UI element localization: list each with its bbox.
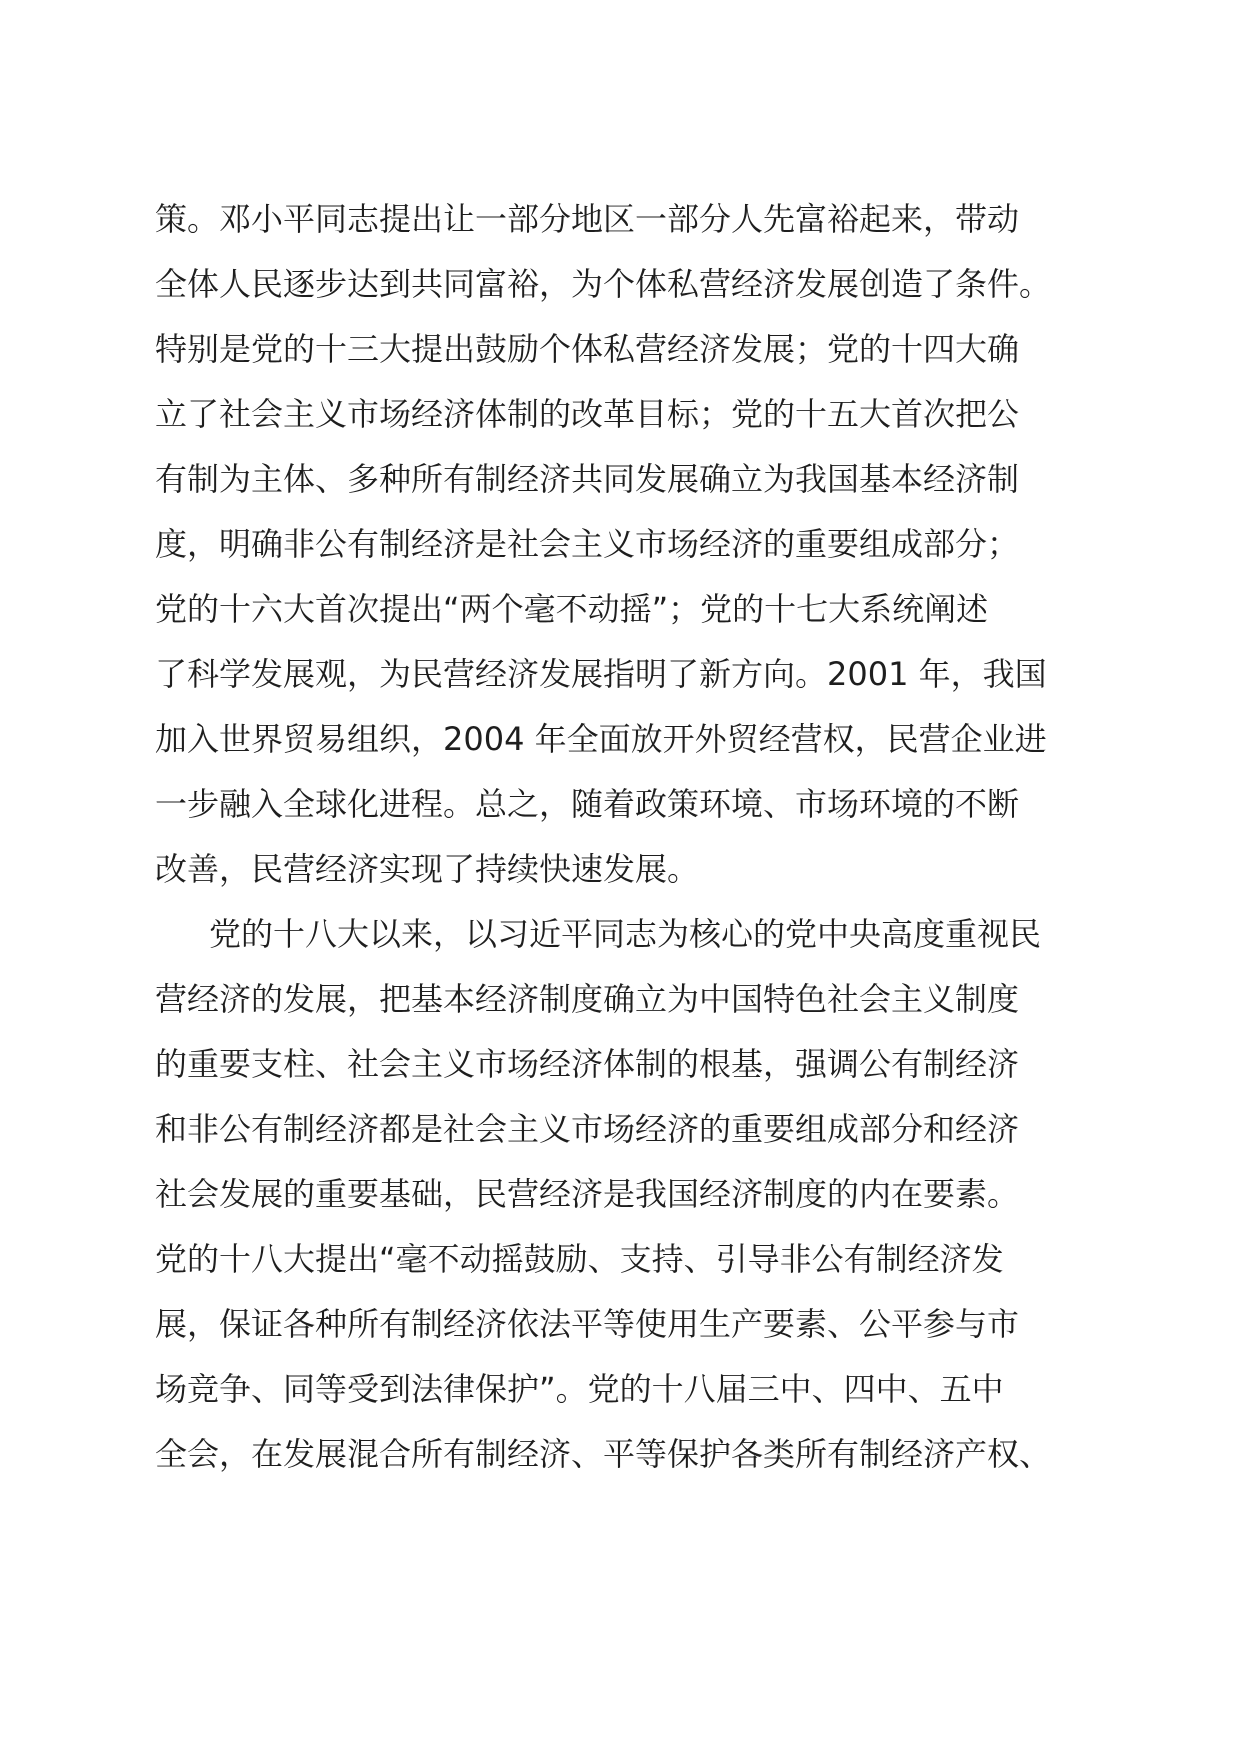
paragraph-line: 营经济的发展，把基本经济制度确立为中国特色社会主义制度 <box>155 980 1020 1018</box>
paragraph-line: 了科学发展观，为民营经济发展指明了新方向。2001 年，我国 <box>155 655 1047 693</box>
paragraph-line: 场竞争、同等受到法律保护”。党的十八届三中、四中、五中 <box>155 1370 1004 1408</box>
paragraph-line: 和非公有制经济都是社会主义市场经济的重要组成部分和经济 <box>155 1110 1020 1148</box>
paragraph-line: 有制为主体、多种所有制经济共同发展确立为我国基本经济制 <box>155 460 1020 498</box>
paragraph-line: 社会发展的重要基础，民营经济是我国经济制度的内在要素。 <box>155 1175 1020 1213</box>
paragraph-line: 立了社会主义市场经济体制的改革目标；党的十五大首次把公 <box>155 395 1020 433</box>
paragraph-line: 党的十八大以来，以习近平同志为核心的党中央高度重视民 <box>209 915 1042 953</box>
paragraph-line: 展，保证各种所有制经济依法平等使用生产要素、公平参与市 <box>155 1305 1020 1343</box>
paragraph-2 <box>155 902 1115 1487</box>
paragraph-line: 全会，在发展混合所有制经济、平等保护各类所有制经济产权、 <box>155 1435 1052 1473</box>
paragraph-line: 党的十六大首次提出“两个毫不动摇”；党的十七大系统阐述 <box>155 590 989 628</box>
paragraph-line: 改善，民营经济实现了持续快速发展。 <box>155 850 700 888</box>
paragraph-line: 党的十八大提出“毫不动摇鼓励、支持、引导非公有制经济发 <box>155 1240 1004 1278</box>
paragraph-line: 加入世界贸易组织，2004 年全面放开外贸经营权，民营企业进 <box>155 720 1047 758</box>
paragraph-line: 策。邓小平同志提出让一部分地区一部分人先富裕起来，带动 <box>155 200 1020 238</box>
paragraph-line: 一步融入全球化进程。总之，随着政策环境、市场环境的不断 <box>155 785 1020 823</box>
paragraph-line: 度，明确非公有制经济是社会主义市场经济的重要组成部分； <box>155 525 1020 563</box>
paragraph-line: 全体人民逐步达到共同富裕，为个体私营经济发展创造了条件。 <box>155 265 1052 303</box>
paragraph-line: 的重要支柱、社会主义市场经济体制的根基，强调公有制经济 <box>155 1045 1020 1083</box>
paragraph-line: 特别是党的十三大提出鼓励个体私营经济发展；党的十四大确 <box>155 330 1020 368</box>
paragraph-1 <box>155 187 1115 902</box>
